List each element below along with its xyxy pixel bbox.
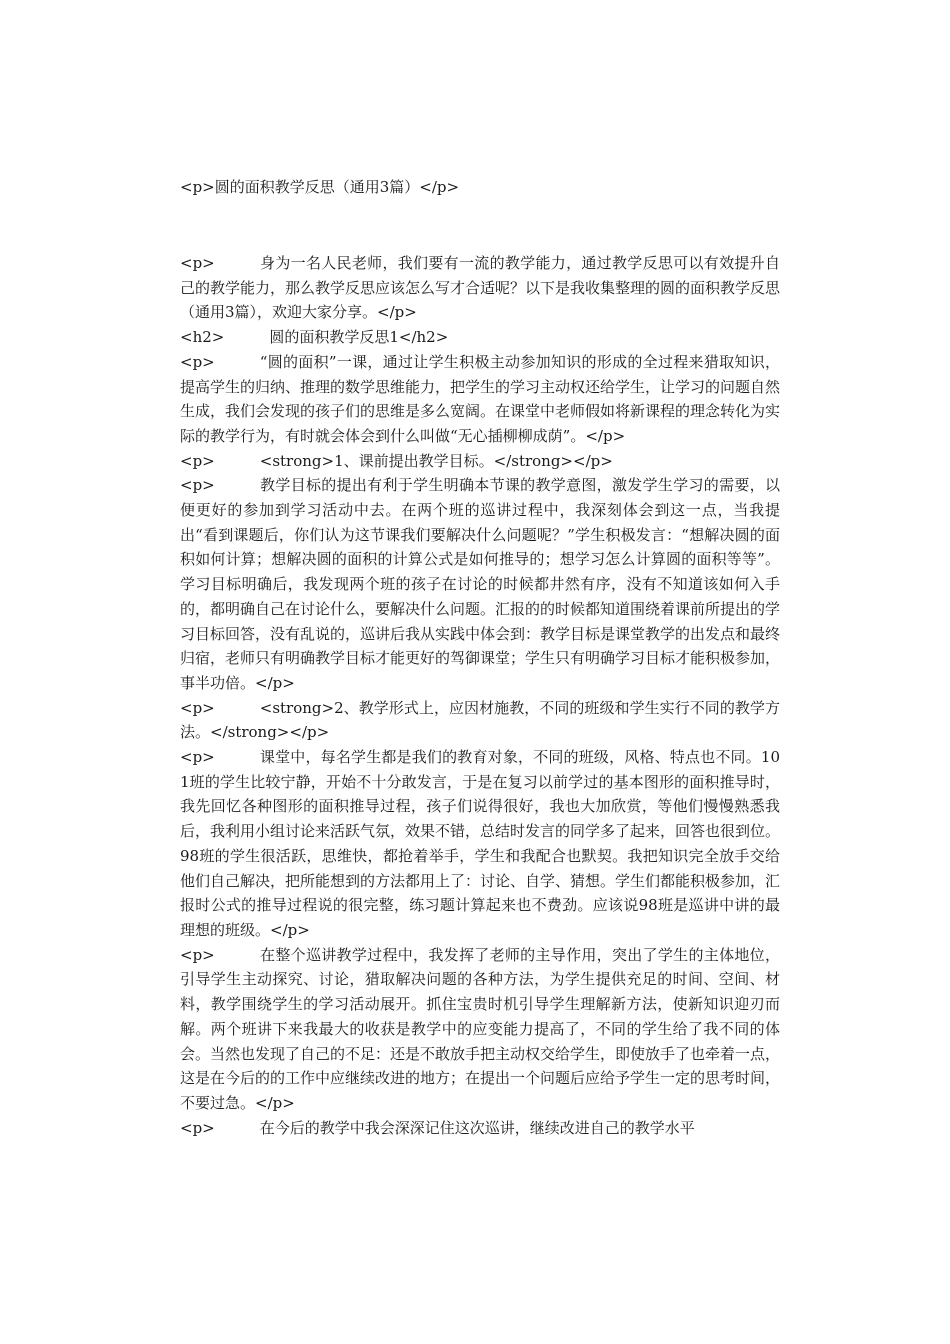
tag-open: <p>: [180, 451, 215, 470]
tag-open: <p>: [180, 352, 215, 371]
tag-open: <p>: [180, 254, 215, 272]
tag-open: <p>: [180, 748, 215, 767]
paragraph-5: [180, 1116, 780, 1141]
heading-reflection-1: [180, 325, 780, 350]
paragraph-strong-1: [180, 449, 780, 474]
paragraph-1: [180, 350, 780, 449]
paragraph-text: “圆的面积”一课，通过让学生积极主动参加知识的形成的全过程来猎取知识，提高学生的归纳、推理的数学思维能力，把学生的学习主动权还给学生，让学习的问题自然生成，我们会发现的孩子们的思维是多么宽阔。在课堂中老师假如将新课程的理念转化为实际的教学行为，有时就会体会到什么叫做“无心插柳柳成荫”。</p>: [180, 352, 781, 445]
paragraph-text: 课堂中，每名学生都是我们的教育对象，不同的班级，风格、特点也不同。101班的学生比较宁静，开始不十分敢发言，于是在复习以前学过的基本图形的面积推导时，我先回忆各种图形的面积推导过程，孩子们说得很好，我也大加欣赏，等他们慢慢熟悉我后，我利用小组讨论来活跃气氛，效果不错，总结时发言的同学多了起来，回答也很到位。98班的学生很活跃，思维快，都抢着举手，学生和我配合也默契。我把知识完全放手交给他们自己解决，把所能想到的方法都用上了：讨论、自学、猜想。学生们都能积极参加，汇报时公式的推导过程说的很完整，练习题计算起来也不费劲。应该说98班是巡讲中讲的最理想的班级。</p>: [180, 748, 781, 939]
document-body: [180, 251, 780, 1140]
paragraph-2: [180, 473, 780, 695]
paragraph-4: [180, 943, 780, 1116]
paragraph-text: 在整个巡讲教学过程中，我发挥了老师的主导作用，突出了学生的主体地位，引导学生主动探究、讨论，猎取解决问题的各种方法，为学生提供充足的时间、空间、材料，教学围绕学生的学习活动展开。抓住宝贵时机引导学生理解新方法，使新知识迎刃而解。两个班讲下来我最大的收获是教学中的应变能力提高了，不同的学生给了我不同的体会。当然也发现了自己的不足：还是不敢放手把主动权交给学生，即使放手了也牵着一点，这是在今后的的工作中应继续改进的地方；在提出一个问题后应给予学生一定的思考时间，不要过急。</p>: [180, 945, 781, 1112]
paragraph-intro: [180, 251, 780, 325]
paragraph-3: [180, 745, 780, 943]
tag-open: <p>: [180, 698, 215, 717]
paragraph-text: 教学目标的提出有利于学生明确本节课的教学意图，激发学生学习的需要，以便更好的参加到学习活动中去。在两个班的巡讲过程中，我深刻体会到这一点，当我提出“看到课题后，你们认为这节课我们要解决什么问题呢？”学生积极发言：“想解决圆的面积如何计算；想解决圆的面积的计算公式是如何推导的；想学习怎么计算圆的面积等等”。学习目标明确后，我发现两个班的孩子在讨论的时候都井然有序，没有不知道该如何入手的，都明确自己在讨论什么，要解决什么问题。汇报的的时候都知道围绕着课前所提出的学习目标回答，没有乱说的，巡讲后我从实践中体会到：教学目标是课堂教学的出发点和最终归宿，老师只有明确教学目标才能更好的驾御课堂；学生只有明确学习目标才能积极参加，事半功倍。</p>: [180, 476, 781, 692]
paragraph-text: 在今后的教学中我会深深记住这次巡讲，继续改进自己的教学水平: [259, 1118, 695, 1137]
tag-open: <p>: [180, 945, 215, 964]
tag-open: <p>: [180, 1118, 215, 1137]
paragraph-text: 身为一名人民老师，我们要有一流的教学能力，通过教学反思可以有效提升自己的教学能力，那么教学反思应该怎么写才合适呢？以下是我收集整理的圆的面积教学反思（通用3篇），欢迎大家分享。</p>: [180, 254, 781, 322]
document-title: <p>圆的面积教学反思（通用3篇）</p>: [180, 178, 460, 196]
paragraph-strong-2: [180, 696, 780, 745]
tag-open: <h2>: [180, 328, 225, 347]
paragraph-text: <strong>1、课前提出教学目标。</strong></p>: [259, 451, 613, 470]
paragraph-text: <strong>2、教学形式上，应因材施教，不同的班级和学生实行不同的教学方法。</strong></p>: [180, 698, 780, 742]
heading-text: 圆的面积教学反思1</h2>: [269, 328, 449, 347]
tag-open: <p>: [180, 476, 215, 495]
